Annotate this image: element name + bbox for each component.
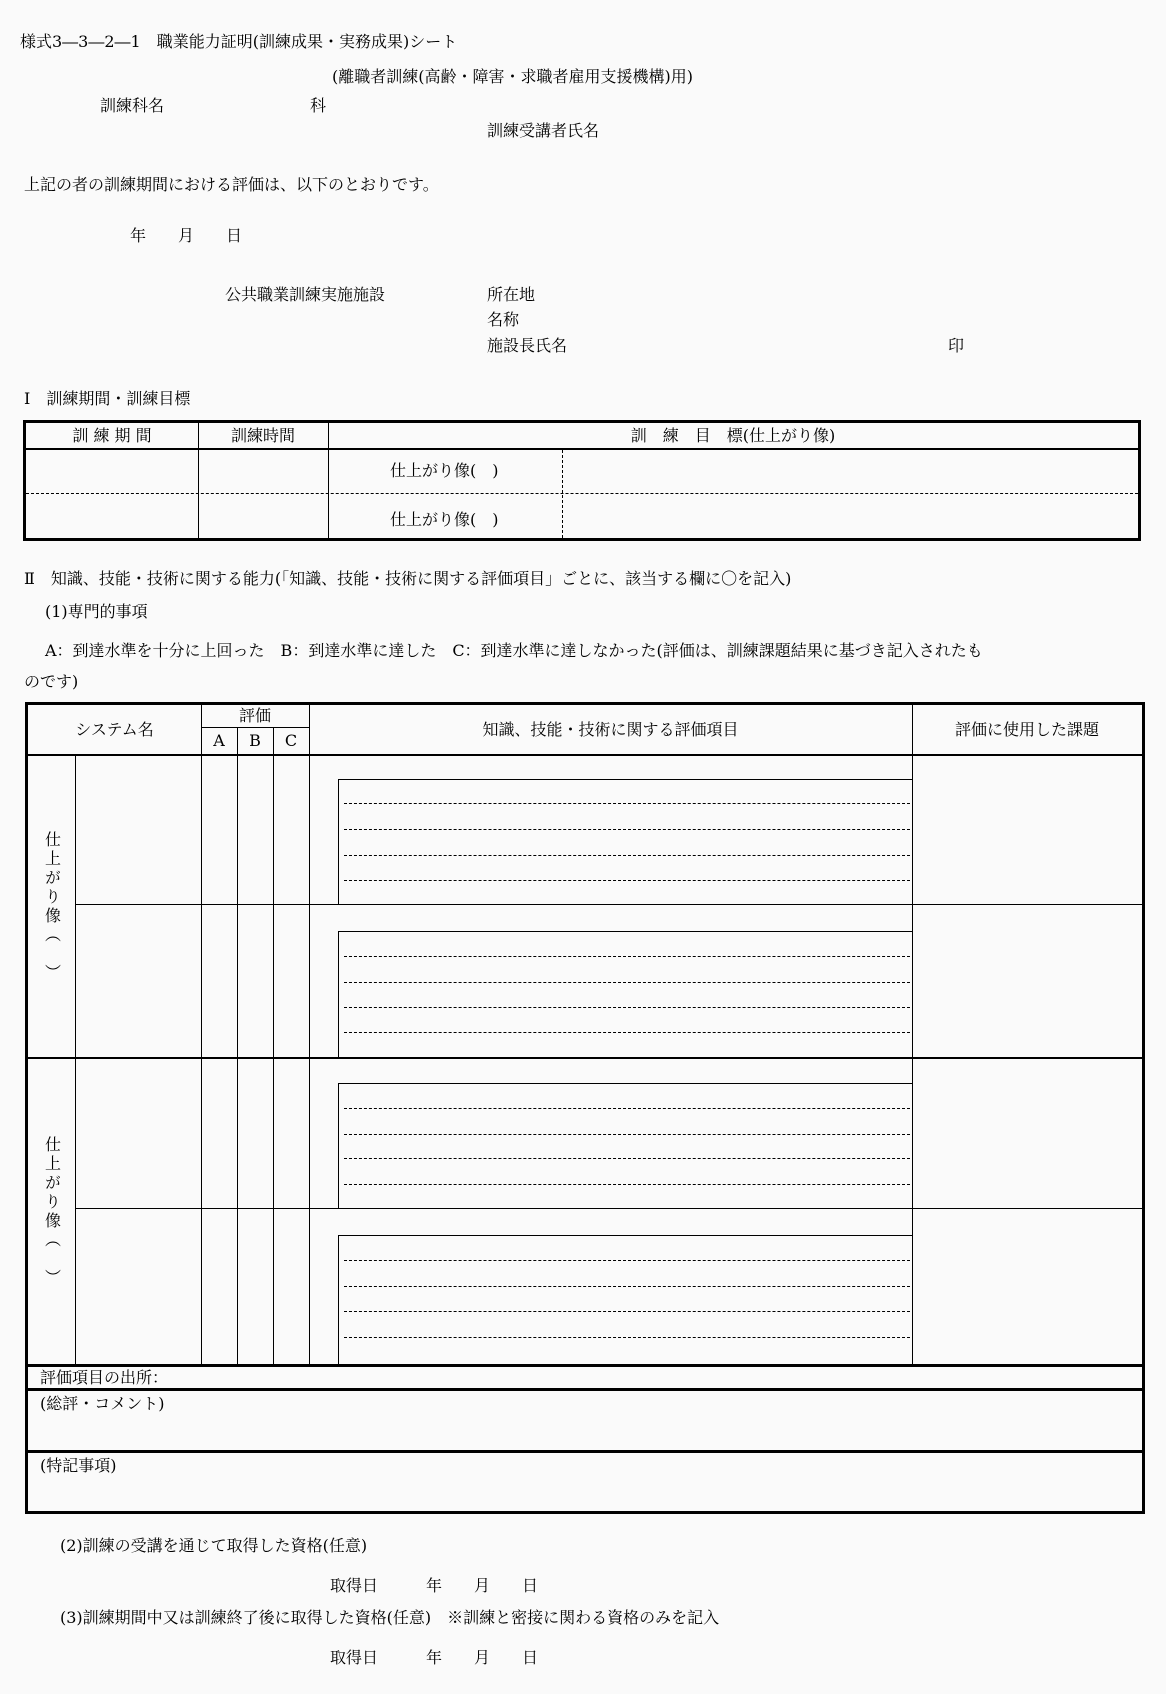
grade-b-cell-2[interactable]	[237, 905, 273, 1057]
system-name-cell-4[interactable]	[75, 1209, 201, 1364]
writing-line	[344, 956, 910, 957]
post-training-qualification-date-line[interactable]: 取得日 年 月 日	[330, 1648, 539, 1667]
writing-line	[344, 1184, 910, 1185]
divider	[562, 450, 563, 538]
writing-line	[344, 1260, 910, 1261]
writing-line	[344, 1134, 910, 1135]
form-title: 様式3―3―2―1 職業能力証明(訓練成果・実務成果)シート	[20, 32, 458, 51]
course-name-label: 訓練科名	[100, 96, 165, 115]
items-source-label: 評価項目の出所：	[40, 1368, 169, 1387]
task-cell-4[interactable]	[912, 1209, 1142, 1364]
facility-name-label: 名称	[487, 310, 520, 329]
writing-line	[344, 982, 910, 983]
evaluation-items-box-1[interactable]	[338, 779, 912, 904]
section2-heading: Ⅱ 知識、技能・技術に関する能力(「知識、技能・技術に関する評価項目」ごとに、該当する欄に〇を記入)	[24, 569, 792, 588]
facility-label: 公共職業訓練実施施設	[225, 285, 386, 304]
facility-name-field[interactable]	[560, 306, 860, 332]
writing-line	[344, 1311, 910, 1312]
evaluation-items-column-header: 知識、技能・技術に関する評価項目	[482, 719, 739, 739]
post-training-qualification-label: (3)訓練期間中又は訓練終了後に取得した資格(任意) ※訓練と密接に関わる資格のみを記入	[60, 1608, 720, 1627]
finish-image-row1-label: 仕上がり像( )	[390, 461, 499, 480]
overall-comment-label: (総評・コメント)	[40, 1394, 165, 1413]
evaluation-items-box-4[interactable]	[338, 1235, 912, 1364]
grade-c-cell-2[interactable]	[273, 905, 309, 1057]
grade-b-cell-3[interactable]	[237, 1059, 273, 1208]
period-row1-cell[interactable]	[26, 450, 198, 493]
period-row2-cell[interactable]	[26, 494, 198, 538]
finish-image-row2-label: 仕上がり像( )	[390, 510, 499, 529]
grade-c-cell-3[interactable]	[273, 1059, 309, 1208]
grade-a-cell-1[interactable]	[201, 756, 237, 904]
grading-scale-line1: A：到達水準を十分に上回った B：到達水準に達した C：到達水準に達しなかった(評価は、訓練課題結果に基づき記入されたも	[45, 641, 983, 660]
acquired-qualification-label: (2)訓練の受講を通じて取得した資格(任意)	[60, 1536, 368, 1555]
hours-row1-cell[interactable]	[198, 450, 328, 493]
finish-image-group1-label: 仕上がり像（ ）	[42, 830, 62, 983]
trainee-name-label: 訓練受講者氏名	[487, 121, 600, 140]
director-name-field[interactable]	[590, 332, 890, 358]
grade-c-cell-4[interactable]	[273, 1209, 309, 1364]
address-field[interactable]	[560, 281, 860, 307]
writing-line	[344, 1158, 910, 1159]
intro-text: 上記の者の訓練期間における評価は、以下のとおりです。	[24, 175, 439, 194]
evaluation-items-box-3[interactable]	[338, 1083, 912, 1208]
writing-line	[344, 1337, 910, 1338]
evaluation-table	[25, 702, 1145, 1514]
form-subtitle: (離職者訓練(高齢・障害・求職者雇用支援機構)用)	[332, 67, 693, 86]
finish-image-group2-label: 仕上がり像（ ）	[42, 1135, 62, 1288]
grade-b-cell-4[interactable]	[237, 1209, 273, 1364]
task-cell-3[interactable]	[912, 1059, 1142, 1208]
divider	[309, 705, 310, 1364]
writing-line	[344, 1032, 910, 1033]
system-name-cell-1[interactable]	[75, 756, 201, 904]
writing-line	[344, 880, 910, 881]
course-suffix-label: 科	[310, 96, 327, 115]
writing-line	[344, 855, 910, 856]
seal-label: 印	[948, 336, 965, 355]
hours-column-header: 訓練時間	[230, 425, 295, 445]
task-cell-2[interactable]	[912, 905, 1142, 1057]
section1-heading: Ⅰ 訓練期間・訓練目標	[24, 389, 191, 408]
system-name-cell-2[interactable]	[75, 905, 201, 1057]
writing-line	[344, 1286, 910, 1287]
task-column-header: 評価に使用した課題	[954, 719, 1099, 739]
overall-comment-field[interactable]	[28, 1415, 1142, 1450]
course-name-field[interactable]	[170, 92, 300, 118]
special-notes-field[interactable]	[28, 1477, 1142, 1511]
goal-row1-cell[interactable]	[566, 450, 1136, 493]
items-source-field[interactable]	[188, 1367, 1138, 1388]
writing-line	[344, 803, 910, 804]
grading-scale-line2: のです)	[24, 672, 79, 691]
issue-date-line[interactable]: 年 月 日	[130, 226, 243, 245]
system-name-column-header: システム名	[75, 719, 154, 739]
training-period-table	[23, 420, 1141, 541]
grade-a-cell-4[interactable]	[201, 1209, 237, 1364]
evaluation-column-header: 評価	[238, 706, 271, 725]
section2-sub-heading: (1)専門的事項	[45, 602, 148, 621]
director-name-label: 施設長氏名	[487, 336, 568, 355]
period-column-header: 訓 練 期 間	[72, 425, 152, 445]
grade-a-header: A	[213, 730, 225, 750]
grade-c-header: C	[284, 730, 298, 750]
divider	[28, 1450, 1142, 1453]
divider	[28, 1388, 1142, 1391]
address-label: 所在地	[487, 285, 536, 304]
special-notes-label: (特記事項)	[40, 1456, 117, 1475]
grade-c-cell-1[interactable]	[273, 756, 309, 904]
grade-b-cell-1[interactable]	[237, 756, 273, 904]
trainee-name-field[interactable]	[610, 117, 870, 143]
grade-a-cell-2[interactable]	[201, 905, 237, 1057]
grade-b-header: B	[249, 730, 261, 750]
evaluation-items-box-2[interactable]	[338, 931, 912, 1057]
acquired-qualification-date-line[interactable]: 取得日 年 月 日	[330, 1576, 539, 1595]
hours-row2-cell[interactable]	[198, 494, 328, 538]
writing-line	[344, 829, 910, 830]
writing-line	[344, 1108, 910, 1109]
system-name-cell-3[interactable]	[75, 1059, 201, 1208]
goal-column-header: 訓 練 目 標(仕上がり像)	[630, 425, 836, 445]
task-cell-1[interactable]	[912, 756, 1142, 904]
goal-row2-cell[interactable]	[566, 494, 1136, 538]
writing-line	[344, 1007, 910, 1008]
grade-a-cell-3[interactable]	[201, 1059, 237, 1208]
